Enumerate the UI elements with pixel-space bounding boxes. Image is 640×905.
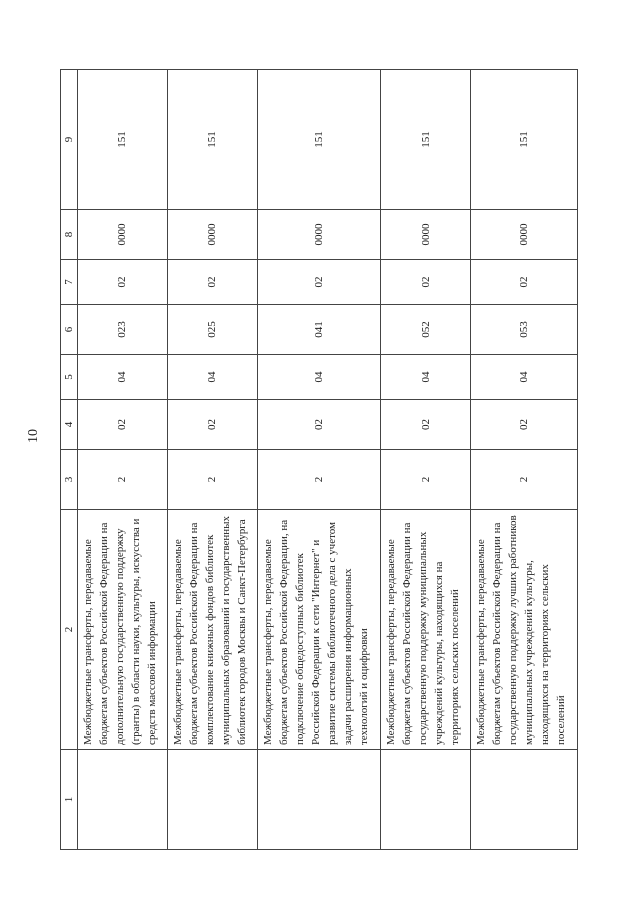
cell-col4: 02	[471, 400, 578, 450]
header-cell-8: 8	[61, 210, 78, 260]
header-cell-2: 2	[61, 510, 78, 750]
table-row	[78, 70, 168, 850]
table-row	[167, 70, 257, 850]
cell-col4: 02	[78, 400, 168, 450]
cell-description: Межбюджетные трансферты, передаваемые бюджетам субъектов Российской Федерации на государственную поддержку муниципальных учреждений культуры, находящихся на территориях сельских поселений	[381, 510, 471, 750]
cell-col3: 2	[167, 450, 257, 510]
cell-col3: 2	[257, 450, 381, 510]
cell-col1	[257, 750, 381, 850]
cell-col9: 151	[381, 70, 471, 210]
cell-col8: 0000	[381, 210, 471, 260]
cell-col6: 025	[167, 305, 257, 355]
cell-col7: 02	[167, 260, 257, 305]
table-row	[257, 70, 381, 850]
header-cell-9: 9	[61, 70, 78, 210]
cell-col9: 151	[167, 70, 257, 210]
cell-col6: 023	[78, 305, 168, 355]
page-number: 10	[26, 429, 41, 443]
cell-col7: 02	[381, 260, 471, 305]
budget-table	[60, 69, 578, 850]
cell-col5: 04	[471, 355, 578, 400]
header-cell-3: 3	[61, 450, 78, 510]
cell-col8: 0000	[257, 210, 381, 260]
cell-col1	[78, 750, 168, 850]
header-cell-4: 4	[61, 400, 78, 450]
header-cell-7: 7	[61, 260, 78, 305]
cell-col4: 02	[257, 400, 381, 450]
header-row	[61, 70, 78, 850]
cell-col5: 04	[78, 355, 168, 400]
cell-col1	[381, 750, 471, 850]
cell-col5: 04	[257, 355, 381, 400]
cell-col8: 0000	[471, 210, 578, 260]
cell-col5: 04	[167, 355, 257, 400]
cell-col8: 0000	[78, 210, 168, 260]
cell-col7: 02	[78, 260, 168, 305]
cell-description: Межбюджетные трансферты, передаваемые бюджетам субъектов Российской Федерации на государственную поддержку лучших работников муниципальных учреждений культуры, находящихся на территориях сельских поселений	[471, 510, 578, 750]
cell-col7: 02	[471, 260, 578, 305]
document-table-wrapper	[60, 70, 578, 850]
cell-description: Межбюджетные трансферты, передаваемые бюджетам субъектов Российской Федерации на комплектование книжных фондов библиотек муниципальных образований и государственных библиотек городов Москвы и Санкт-Петербурга	[167, 510, 257, 750]
cell-col9: 151	[78, 70, 168, 210]
cell-col8: 0000	[167, 210, 257, 260]
cell-col3: 2	[381, 450, 471, 510]
table-row	[471, 70, 578, 850]
cell-col3: 2	[471, 450, 578, 510]
cell-description: Межбюджетные трансферты, передаваемые бюджетам субъектов Российской Федерации на дополнительную государственную поддержку (гранты) в области науки, культуры, искусства и средств массовой информации	[78, 510, 168, 750]
cell-col3: 2	[78, 450, 168, 510]
cell-col6: 053	[471, 305, 578, 355]
cell-col4: 02	[167, 400, 257, 450]
cell-col1	[471, 750, 578, 850]
header-cell-1: 1	[61, 750, 78, 850]
header-cell-6: 6	[61, 305, 78, 355]
cell-col9: 151	[257, 70, 381, 210]
cell-col1	[167, 750, 257, 850]
cell-col7: 02	[257, 260, 381, 305]
cell-col6: 052	[381, 305, 471, 355]
cell-col9: 151	[471, 70, 578, 210]
cell-col5: 04	[381, 355, 471, 400]
header-cell-5: 5	[61, 355, 78, 400]
table-row	[381, 70, 471, 850]
cell-col4: 02	[381, 400, 471, 450]
cell-col6: 041	[257, 305, 381, 355]
cell-description: Межбюджетные трансферты, передаваемые бюджетам субъектов Российской Федерации, на подключение общедоступных библиотек Российской Федерации к сети "Интернет" и развитие системы библиотечного дела с учетом задачи расширения информационных технологий и оцифровки	[257, 510, 381, 750]
